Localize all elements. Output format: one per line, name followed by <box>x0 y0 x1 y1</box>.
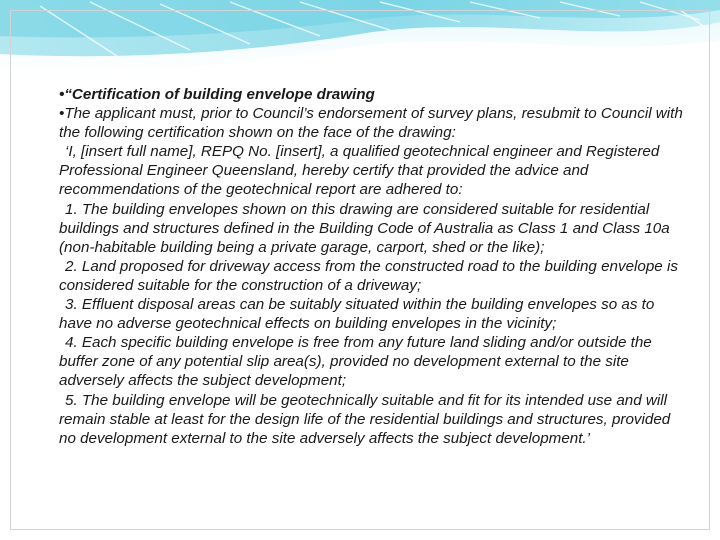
condition-item-2: 2. Land proposed for driveway access from the constructed road to the building envelope is considered suitable for the construction of a driveway; <box>59 257 678 294</box>
condition-item-5: 5. The building envelope will be geotechnically suitable and fit for its intended use and will remain stable at least for the design life of the residential buildings and structures, provided no development external to the site adversely affects the subject development.’ <box>59 391 671 447</box>
title-bullet: •“Certification of building envelope drawing <box>59 86 375 103</box>
intro-bullet: •The applicant must, prior to Council’s endorsement of survey plans, resubmit to Council with the following certification shown on the face of the drawing: <box>59 105 683 142</box>
certification-statement: ‘I, [insert full name], REPQ No. [insert], a qualified geotechnical engineer and Registered Professional Engineer Queensland, hereby certify that provided the advice and recommendations of the geotechnical report are adhered to: <box>59 143 660 199</box>
slide-body <box>59 85 684 448</box>
condition-item-4: 4. Each specific building envelope is free from any future land sliding and/or outside the buffer zone of any potential slip area(s), provided no development external to the site adversely affects the subject development; <box>59 334 652 390</box>
condition-item-3: 3. Effluent disposal areas can be suitably situated within the building envelopes so as to have no adverse geotechnical effects on building envelopes in the vicinity; <box>59 296 655 333</box>
condition-item-1: 1. The building envelopes shown on this drawing are considered suitable for residential buildings and structures defined in the Building Code of Australia as Class 1 and Class 10a (non-habitable building being a private garage, carport, shed or the like); <box>59 200 670 256</box>
